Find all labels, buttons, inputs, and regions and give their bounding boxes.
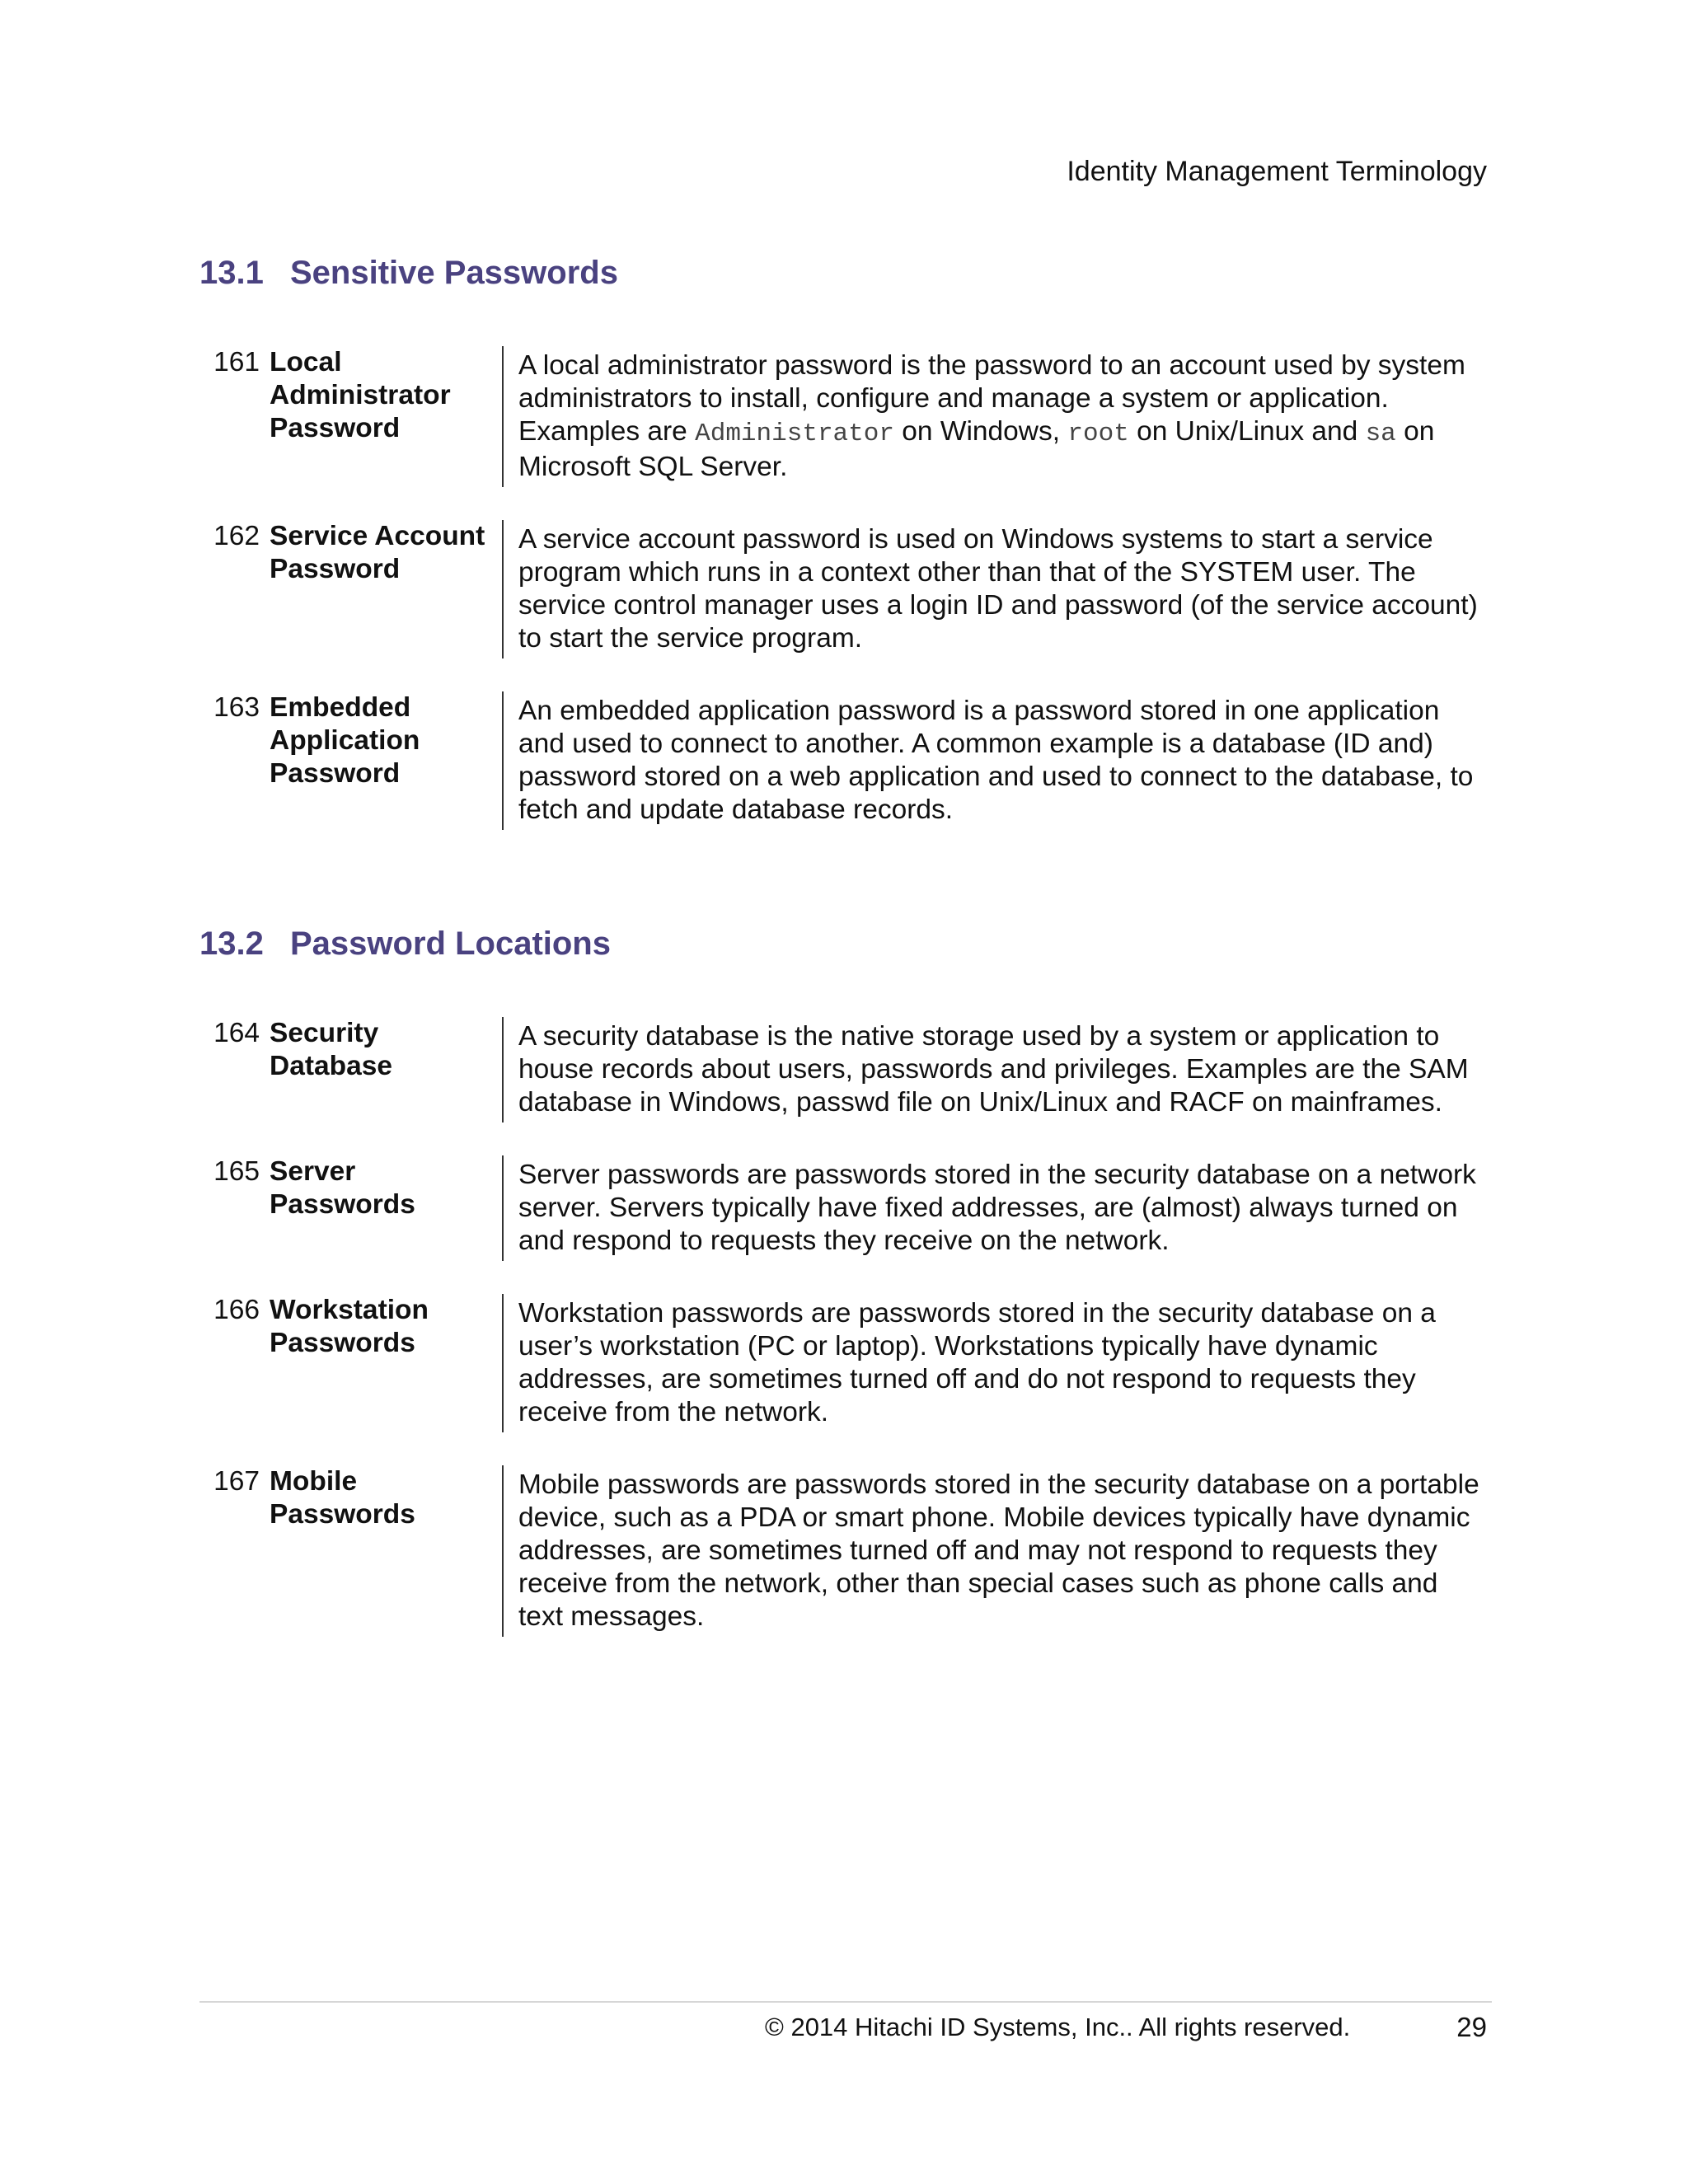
- section-number: 13.2: [199, 926, 264, 962]
- term-definition-text: [518, 350, 1465, 482]
- definition-run: Server passwords are passwords stored in the security database on a network server. Servers typically have fixed addresses, are (almost) always turned on and respond to requests they receive on the network.: [518, 1160, 1476, 1256]
- section-number: 13.1: [199, 255, 264, 291]
- term-list-sensitive-passwords: [199, 346, 1487, 830]
- term-entry-167: [199, 1465, 1487, 1637]
- term-definition-text: [518, 1298, 1436, 1427]
- term-definition-text: [518, 524, 1478, 654]
- term-entry-165: [199, 1155, 1487, 1261]
- term-entry-163: [199, 691, 1487, 830]
- term-name: Server Passwords: [270, 1156, 415, 1220]
- definition-run: A security database is the native storage used by a system or application to house records about users, passwords and privileges. Examples are the SAM database in Windows, passwd file on Unix/Linux and RACF on mainframes.: [518, 1021, 1469, 1118]
- definition-run: on Windows,: [893, 416, 1068, 447]
- term-number: 166: [213, 1295, 260, 1325]
- definition-run: A service account password is used on Windows systems to start a service program which runs in a context other than that of the SYSTEM user. The service control manager uses a login ID and password (of the service account) to start the service program.: [518, 524, 1478, 654]
- term-number: 165: [213, 1156, 260, 1187]
- term-definition: [502, 520, 1487, 658]
- term-number: 162: [213, 521, 260, 551]
- term-name: Local Administrator Password: [270, 347, 451, 443]
- term-definition: [502, 1465, 1487, 1637]
- page-header: Identity Management Terminology: [1067, 156, 1487, 187]
- inline-code: root: [1067, 419, 1129, 448]
- section-heading-sensitive-passwords: [199, 252, 618, 293]
- term-name: Mobile Passwords: [270, 1466, 415, 1530]
- term-name: Embedded Application Password: [270, 692, 420, 789]
- term-definition-text: [518, 1160, 1476, 1256]
- term-definition: [502, 1017, 1487, 1122]
- term-definition-text: [518, 696, 1473, 825]
- inline-code: sa: [1365, 419, 1396, 448]
- term-number: 167: [213, 1466, 260, 1497]
- term-name: Service Account Password: [270, 521, 485, 584]
- term-definition: [502, 1155, 1487, 1261]
- term-definition: [502, 691, 1487, 830]
- definition-run: on Microsoft SQL Server.: [518, 416, 1435, 482]
- term-definition: [502, 1294, 1487, 1432]
- term-entry-164: [199, 1017, 1487, 1122]
- page-number: 29: [1456, 2012, 1487, 2042]
- term-name: Security Database: [270, 1018, 392, 1081]
- definition-run: Mobile passwords are passwords stored in the security database on a portable device, such as a PDA or smart phone. Mobile devices typically have dynamic addresses, are sometimes turned off and may not respond to requests they receive from the network, other than special cases such as phone calls and text messages.: [518, 1469, 1479, 1632]
- section-title: Password Locations: [290, 926, 611, 962]
- definition-run: Workstation passwords are passwords stored in the security database on a user’s workstation (PC or laptop). Workstations typically have dynamic addresses, are sometimes turned off and do not respond to requests they receive from the network.: [518, 1298, 1436, 1427]
- term-entry-161: [199, 346, 1487, 487]
- term-entry-166: [199, 1294, 1487, 1432]
- term-list-password-locations: [199, 1017, 1487, 1637]
- footer-divider: [199, 2001, 1492, 2003]
- definition-run: An embedded application password is a password stored in one application and used to connect to another. A common example is a database (ID and) password stored on a web application and used to connect to the database, to fetch and update database records.: [518, 696, 1474, 825]
- section-heading-password-locations: [199, 923, 611, 964]
- definition-run: on Unix/Linux and: [1128, 416, 1366, 447]
- term-number: 163: [213, 692, 260, 723]
- term-definition-text: [518, 1021, 1469, 1118]
- term-number: 164: [213, 1018, 260, 1048]
- term-entry-162: [199, 520, 1487, 658]
- definition-run: A local administrator password is the password to an account used by system administrators to install, configure and manage a system or application. Examples are: [518, 350, 1465, 447]
- term-number: 161: [213, 347, 260, 377]
- term-definition: [502, 346, 1487, 487]
- inline-code: Administrator: [695, 419, 894, 448]
- footer-copyright: © 2014 Hitachi ID Systems, Inc.. All rights reserved.: [765, 2013, 1351, 2041]
- section-title: Sensitive Passwords: [290, 255, 618, 291]
- term-name: Workstation Passwords: [270, 1295, 429, 1358]
- term-definition-text: [518, 1469, 1479, 1632]
